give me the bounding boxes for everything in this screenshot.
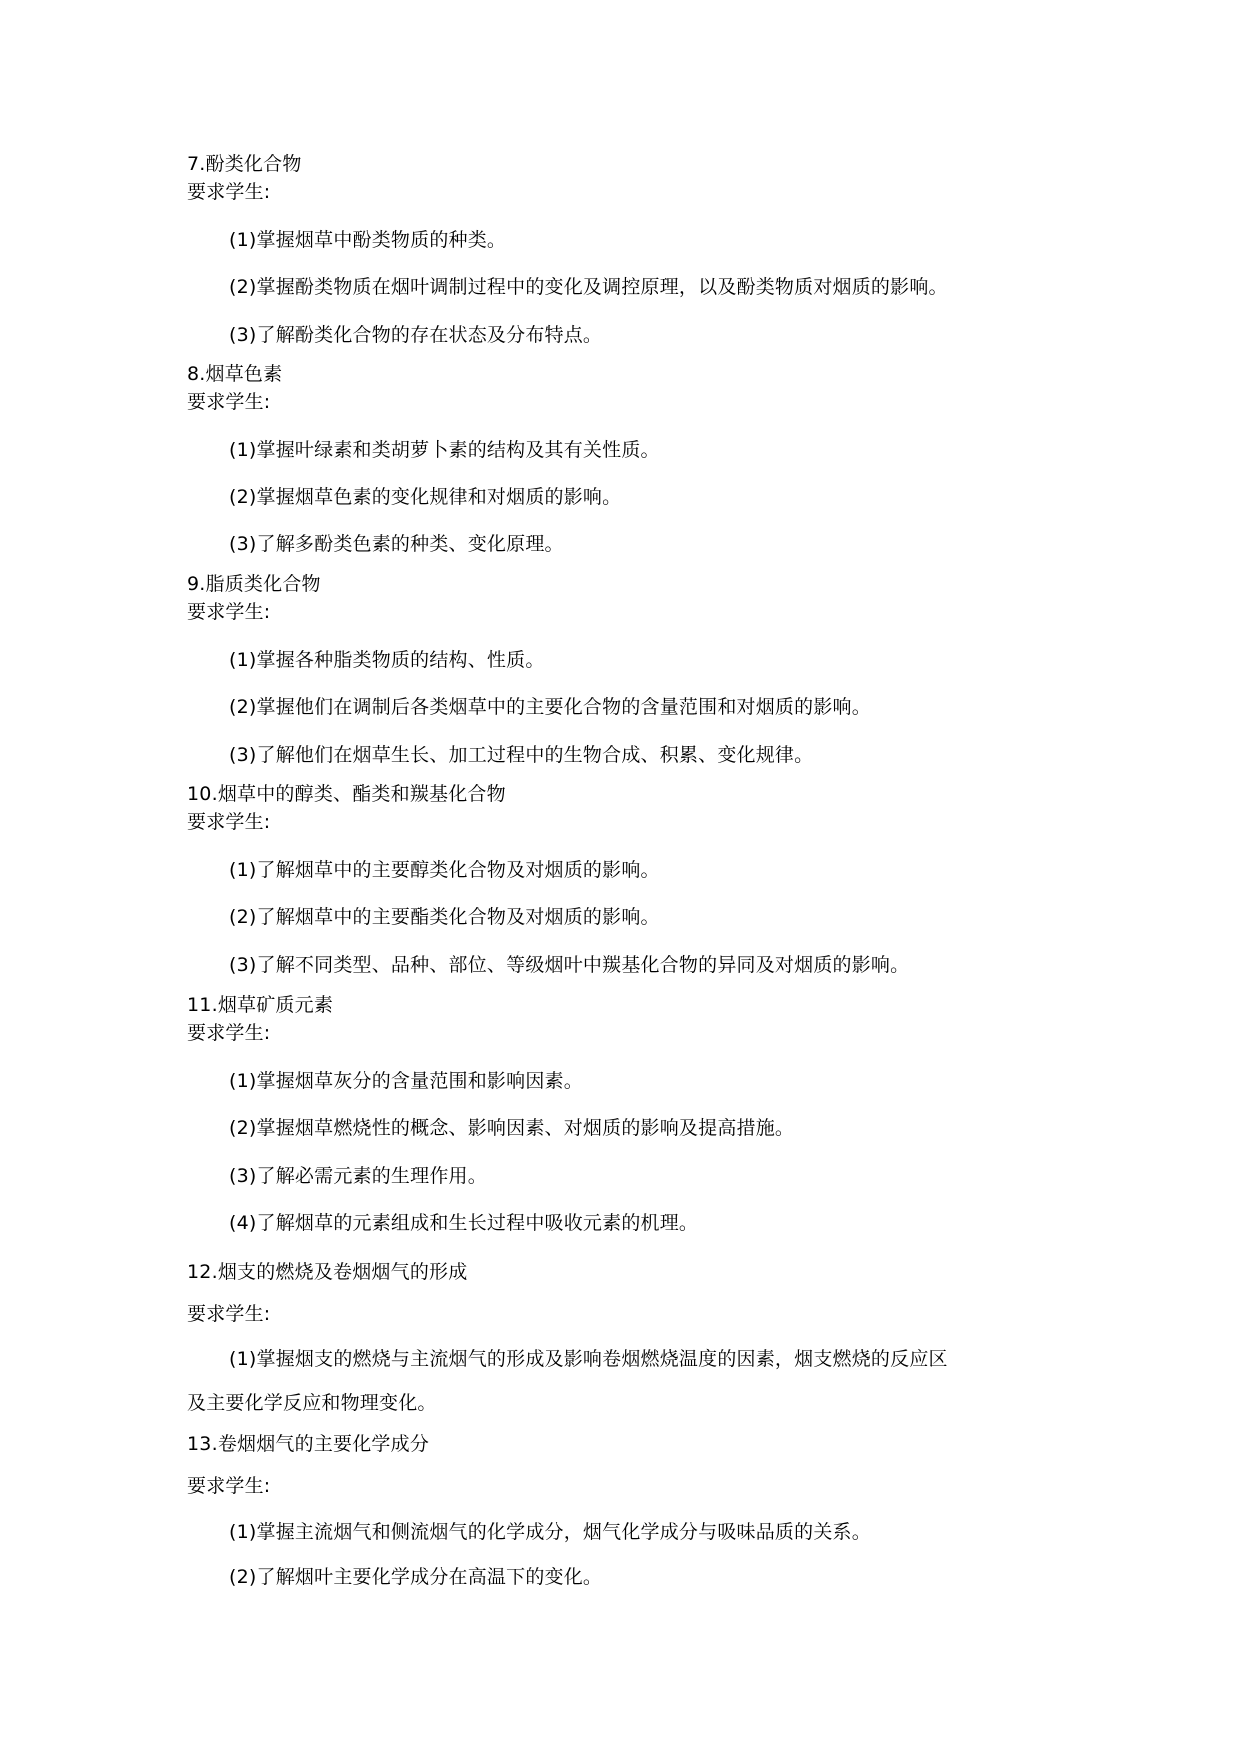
list-item: (1)掌握烟支的燃烧与主流烟气的形成及影响卷烟燃烧温度的因素，烟支燃烧的反应区 (229, 1348, 948, 1370)
section-heading: 8.烟草色素 (187, 363, 283, 385)
list-item: (2)了解烟叶主要化学成分在高温下的变化。 (229, 1566, 603, 1588)
section-intro: 要求学生: (187, 1303, 271, 1325)
section-heading: 9.脂质类化合物 (187, 573, 321, 595)
section-heading: 12.烟支的燃烧及卷烟烟气的形成 (187, 1261, 468, 1283)
section-intro: 要求学生: (187, 391, 271, 413)
list-item: (2)掌握烟草燃烧性的概念、影响因素、对烟质的影响及提高措施。 (229, 1117, 795, 1139)
list-item: (3)了解他们在烟草生长、加工过程中的生物合成、积累、变化规律。 (229, 744, 814, 766)
section-intro: 要求学生: (187, 811, 271, 833)
section-heading: 13.卷烟烟气的主要化学成分 (187, 1433, 430, 1455)
list-item: (3)了解多酚类色素的种类、变化原理。 (229, 533, 564, 555)
section-intro: 要求学生: (187, 1022, 271, 1044)
list-item: (1)了解烟草中的主要醇类化合物及对烟质的影响。 (229, 859, 660, 881)
list-item: (1)掌握烟草中酚类物质的种类。 (229, 229, 507, 251)
list-item: (1)掌握各种脂类物质的结构、性质。 (229, 649, 545, 671)
list-item: (3)了解酚类化合物的存在状态及分布特点。 (229, 324, 603, 346)
list-item: (2)了解烟草中的主要酯类化合物及对烟质的影响。 (229, 906, 660, 928)
list-item: (2)掌握酚类物质在烟叶调制过程中的变化及调控原理，以及酚类物质对烟质的影响。 (229, 276, 948, 298)
list-item: (2)掌握他们在调制后各类烟草中的主要化合物的含量范围和对烟质的影响。 (229, 696, 871, 718)
list-item: (1)掌握烟草灰分的含量范围和影响因素。 (229, 1070, 583, 1092)
section-intro: 要求学生: (187, 181, 271, 203)
section-heading: 7.酚类化合物 (187, 153, 302, 175)
section-heading: 10.烟草中的醇类、酯类和羰基化合物 (187, 783, 506, 805)
list-item: (3)了解不同类型、品种、部位、等级烟叶中羰基化合物的异同及对烟质的影响。 (229, 954, 910, 976)
list-item: (2)掌握烟草色素的变化规律和对烟质的影响。 (229, 486, 622, 508)
list-item: (1)掌握主流烟气和侧流烟气的化学成分，烟气化学成分与吸味品质的关系。 (229, 1521, 871, 1543)
section-intro: 要求学生: (187, 1475, 271, 1497)
list-item: (1)掌握叶绿素和类胡萝卜素的结构及其有关性质。 (229, 439, 660, 461)
section-heading: 11.烟草矿质元素 (187, 994, 334, 1016)
section-intro: 要求学生: (187, 601, 271, 623)
list-item: (3)了解必需元素的生理作用。 (229, 1165, 487, 1187)
list-item: (4)了解烟草的元素组成和生长过程中吸收元素的机理。 (229, 1212, 699, 1234)
list-item-continuation: 及主要化学反应和物理变化。 (187, 1392, 437, 1414)
